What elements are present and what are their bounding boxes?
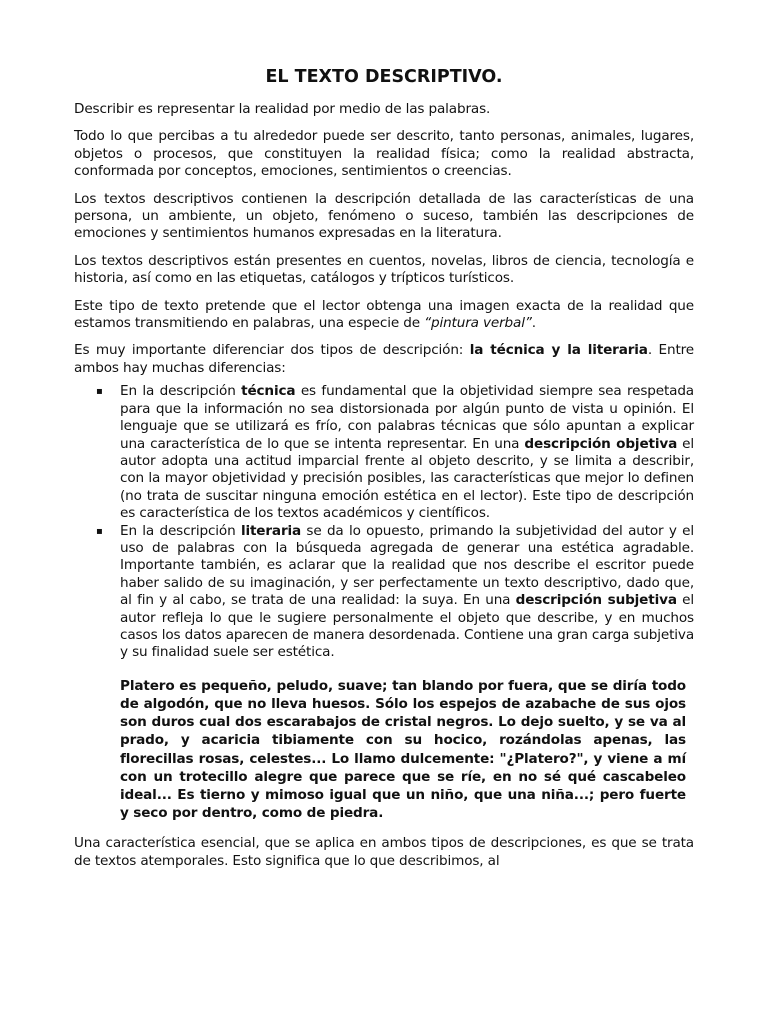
document-page (74, 66, 694, 880)
bullet-marker: ▪ (96, 386, 103, 398)
text-run: Este tipo de texto pretende que el lector obtenga una imagen exacta de la realidad que estamos transmitiendo en palabras, una especie de (74, 297, 694, 332)
text-run: Es muy importante diferenciar dos tipos de descripción: (74, 342, 470, 359)
paragraph-verbal-painting (74, 298, 694, 333)
paragraph-two-types (74, 342, 694, 377)
paragraph-definition: Describir es representar la realidad por medio de las palabras. (74, 101, 491, 117)
text-run: el autor adopta una actitud imparcial frente al objeto descrito, y se limita a describir, con la mayor objetividad y precisión posibles, las características que mejor lo definen (no trata de suscitar ninguna emoción estética en el lector). Este tipo de descripción es característica de los textos académicos y científicos. (120, 435, 695, 522)
text-run: . (531, 315, 536, 332)
text-run: es fundamental que la objetividad siempre sea respetada para que la información no sea distorsionada por algún punto de vista u opinión. El lenguaje que se utilizará es frío, con palabras técnicas que sólo apuntan a explicar una característica de lo que se intenta representar. En una (120, 383, 694, 452)
bullet-marker: ▪ (96, 525, 103, 537)
list-item-literary (74, 523, 694, 662)
paragraph-descriptive-contents: Los textos descriptivos contienen la descripción detallada de las características de una persona, un ambiente, un objeto, fenómeno o suceso, también las descripciones de emociones y sentimientos humanos expresadas en la literatura. (74, 190, 694, 242)
text-run: se da lo opuesto, primando la subjetividad del autor y el uso de palabras con la búsqueda agregada de generar una estética agradable. Importante también, es aclarar que la realidad que nos describe el escritor puede haber salido de su imaginación, y ser perfectamente un texto descriptivo, dado que, al fin y al cabo, se trata de una realidad: la suya. En una (120, 522, 694, 609)
bold-term: descripción subjetiva (515, 592, 677, 609)
bold-term: descripción objetiva (524, 435, 678, 452)
italic-phrase: “pintura verbal” (424, 315, 532, 332)
paragraph-where-present: Los textos descriptivos están presentes en cuentos, novelas, libros de ciencia, tecnología e historia, así como en las etiquetas, catálogos y trípticos turísticos. (74, 252, 694, 287)
document-title: EL TEXTO DESCRIPTIVO. (265, 67, 503, 87)
text-run: En la descripción (120, 383, 242, 400)
text-run: . Entre ambos hay muchas diferencias: (74, 342, 694, 376)
platero-quote: Platero es pequeño, peludo, suave; tan blando por fuera, que se diría todo de algodón, que no lleva huesos. Sólo los espejos de azabache de sus ojos son duros cual dos escarabajos de cristal negros. Lo dejo suelto, y se va al prado, y acaricia tibiamente con su hocico, rozándolas apenas, las florecillas rosas, celestes... Lo llamo dulcemente: "¿Platero?", y viene a mí con un trotecillo alegre que parece que se ríe, en no sé qué cascabeleo ideal... Es tierno y mimoso igual que un niño, que una niña...; pero fuerte y seco por dentro, como de piedra. (120, 677, 686, 822)
paragraph-what-can-be-described: Todo lo que percibas a tu alrededor puede ser descrito, tanto personas, animales, lugares, objetos o procesos, que constituyen la realidad física; como la realidad abstracta, conformada por conceptos, emociones, sentimientos o creencias. (74, 128, 694, 180)
list-item-technical (74, 383, 694, 522)
bold-phrase: la técnica y la literaria (469, 342, 648, 359)
paragraph-atemporal: Una característica esencial, que se aplica en ambos tipos de descripciones, es que se trata de textos atemporales. Esto significa que lo que describimos, al (74, 835, 694, 869)
text-run: el autor refleja lo que le sugiere personalmente el objeto que describe, y en muchos casos los datos aparecen de manera desordenada. Contiene una gran carga subjetiva y su finalidad suele ser estética. (120, 592, 695, 661)
text-run: En la descripción (120, 522, 241, 539)
bold-term: técnica (241, 383, 296, 400)
description-types-list (74, 383, 694, 662)
bold-term: literaria (240, 522, 302, 539)
